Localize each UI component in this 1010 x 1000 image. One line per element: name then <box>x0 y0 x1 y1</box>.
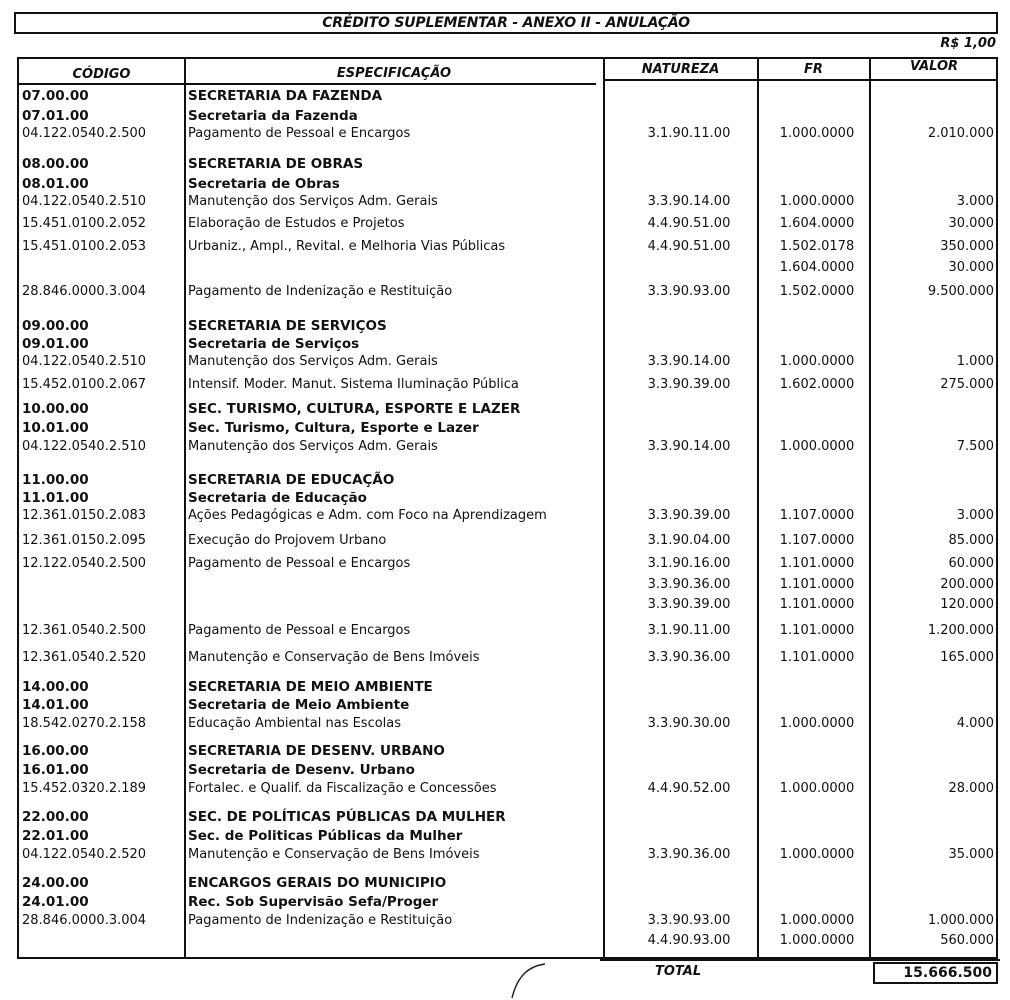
spec-cell: Sec. de Politicas Públicas da Mulher <box>188 828 463 844</box>
natureza-cell: 3.3.90.39.00 <box>647 377 731 392</box>
valor-cell: 1.000 <box>956 354 994 369</box>
header-natureza: NATUREZA <box>641 62 720 77</box>
spec-cell: Manutenção dos Serviços Adm. Gerais <box>188 354 438 369</box>
fr-cell: 1.000.0000 <box>779 354 855 369</box>
total-divider <box>600 959 1000 961</box>
code-cell: 22.00.00 <box>22 809 89 825</box>
valor-cell: 4.000 <box>956 716 994 731</box>
code-cell: 24.00.00 <box>22 875 89 891</box>
fr-cell: 1.101.0000 <box>779 556 855 571</box>
code-cell: 11.01.00 <box>22 490 89 506</box>
spec-cell: ENCARGOS GERAIS DO MUNICIPIO <box>188 875 447 891</box>
spec-cell: Intensif. Moder. Manut. Sistema Iluminação Pública <box>188 377 519 392</box>
spec-cell: Manutenção dos Serviços Adm. Gerais <box>188 194 438 209</box>
fr-cell: 1.502.0000 <box>779 284 855 299</box>
fr-cell: 1.000.0000 <box>779 194 855 209</box>
spec-cell: SEC. TURISMO, CULTURA, ESPORTE E LAZER <box>188 401 521 417</box>
valor-cell: 560.000 <box>940 933 994 948</box>
fr-cell: 1.602.0000 <box>779 377 855 392</box>
natureza-cell: 4.4.90.51.00 <box>647 216 731 231</box>
code-cell: 14.00.00 <box>22 679 89 695</box>
natureza-cell: 3.1.90.04.00 <box>647 533 731 548</box>
fr-cell: 1.604.0000 <box>779 260 855 275</box>
valor-cell: 35.000 <box>948 847 994 862</box>
spec-cell: Pagamento de Indenização e Restituição <box>188 284 453 299</box>
code-cell: 12.361.0150.2.083 <box>22 508 147 523</box>
spec-cell: Execução do Projovem Urbano <box>188 533 387 548</box>
spec-cell: Pagamento de Pessoal e Encargos <box>188 556 411 571</box>
fr-cell: 1.101.0000 <box>779 650 855 665</box>
spec-cell: Pagamento de Pessoal e Encargos <box>188 623 411 638</box>
fr-cell: 1.000.0000 <box>779 847 855 862</box>
natureza-cell: 3.3.90.14.00 <box>647 354 731 369</box>
total-value: 15.666.500 <box>873 962 998 984</box>
code-cell: 12.361.0540.2.520 <box>22 650 147 665</box>
code-cell: 14.01.00 <box>22 697 89 713</box>
fr-cell: 1.502.0178 <box>779 239 855 254</box>
fr-cell: 1.000.0000 <box>779 781 855 796</box>
spec-cell: Sec. Turismo, Cultura, Esporte e Lazer <box>188 420 479 436</box>
spec-cell: Secretaria de Educação <box>188 490 367 506</box>
code-cell: 09.00.00 <box>22 318 89 334</box>
valor-cell: 350.000 <box>940 239 994 254</box>
fr-cell: 1.604.0000 <box>779 216 855 231</box>
fr-cell: 1.101.0000 <box>779 623 855 638</box>
spec-cell: Rec. Sob Supervisão Sefa/Proger <box>188 894 439 910</box>
fr-cell: 1.107.0000 <box>779 508 855 523</box>
valor-cell: 165.000 <box>940 650 994 665</box>
spec-cell: Elaboração de Estudos e Projetos <box>188 216 405 231</box>
natureza-cell: 3.3.90.14.00 <box>647 194 731 209</box>
natureza-cell: 3.3.90.39.00 <box>647 597 731 612</box>
code-cell: 24.01.00 <box>22 894 89 910</box>
spec-cell: Urbaniz., Ampl., Revital. e Melhoria Vias Públicas <box>188 239 506 254</box>
code-cell: 28.846.0000.3.004 <box>22 913 147 928</box>
natureza-cell: 3.3.90.36.00 <box>647 650 731 665</box>
valor-cell: 1.000.000 <box>927 913 994 928</box>
header-divider <box>19 83 596 85</box>
valor-cell: 120.000 <box>940 597 994 612</box>
document-title-box <box>14 12 998 34</box>
header-especificacao: ESPECIFICAÇÃO <box>336 66 452 81</box>
natureza-cell: 4.4.90.93.00 <box>647 933 731 948</box>
valor-cell: 9.500.000 <box>927 284 994 299</box>
spec-cell: Secretaria de Serviços <box>188 336 360 352</box>
valor-cell: 85.000 <box>948 533 994 548</box>
code-cell: 15.451.0100.2.053 <box>22 239 147 254</box>
currency-unit: R$ 1,00 <box>940 36 996 51</box>
fr-cell: 1.101.0000 <box>779 597 855 612</box>
natureza-cell: 3.3.90.36.00 <box>647 847 731 862</box>
code-cell: 04.122.0540.2.500 <box>22 126 147 141</box>
budget-table <box>17 57 998 959</box>
fr-cell: 1.107.0000 <box>779 533 855 548</box>
natureza-cell: 3.1.90.11.00 <box>647 126 731 141</box>
spec-cell: SECRETARIA DE MEIO AMBIENTE <box>188 679 433 695</box>
fr-cell: 1.000.0000 <box>779 716 855 731</box>
fr-cell: 1.000.0000 <box>779 913 855 928</box>
fr-cell: 1.101.0000 <box>779 577 855 592</box>
natureza-cell: 3.3.90.39.00 <box>647 508 731 523</box>
valor-cell: 3.000 <box>956 194 994 209</box>
spec-cell: Secretaria da Fazenda <box>188 108 358 124</box>
spec-cell: SECRETARIA DE OBRAS <box>188 156 364 172</box>
code-cell: 04.122.0540.2.510 <box>22 354 147 369</box>
spec-cell: Manutenção e Conservação de Bens Imóveis <box>188 847 480 862</box>
valor-cell: 28.000 <box>948 781 994 796</box>
code-cell: 08.01.00 <box>22 176 89 192</box>
natureza-cell: 3.3.90.93.00 <box>647 284 731 299</box>
natureza-cell: 3.3.90.14.00 <box>647 439 731 454</box>
code-cell: 08.00.00 <box>22 156 89 172</box>
code-cell: 15.451.0100.2.052 <box>22 216 147 231</box>
spec-cell: SEC. DE POLÍTICAS PÚBLICAS DA MULHER <box>188 809 506 825</box>
fr-cell: 1.000.0000 <box>779 439 855 454</box>
valor-cell: 1.200.000 <box>927 623 994 638</box>
spec-cell: SECRETARIA DE DESENV. URBANO <box>188 743 445 759</box>
spec-cell: Pagamento de Indenização e Restituição <box>188 913 453 928</box>
natureza-cell: 3.3.90.93.00 <box>647 913 731 928</box>
spec-cell: Secretaria de Desenv. Urbano <box>188 762 415 778</box>
spec-cell: SECRETARIA DA FAZENDA <box>188 88 383 104</box>
code-cell: 16.00.00 <box>22 743 89 759</box>
code-cell: 10.01.00 <box>22 420 89 436</box>
code-cell: 10.00.00 <box>22 401 89 417</box>
code-cell: 16.01.00 <box>22 762 89 778</box>
code-cell: 11.00.00 <box>22 472 89 488</box>
code-cell: 28.846.0000.3.004 <box>22 284 147 299</box>
spec-cell: Pagamento de Pessoal e Encargos <box>188 126 411 141</box>
spec-cell: Secretaria de Obras <box>188 176 340 192</box>
code-cell: 22.01.00 <box>22 828 89 844</box>
natureza-cell: 3.1.90.11.00 <box>647 623 731 638</box>
spec-cell: Ações Pedagógicas e Adm. com Foco na Aprendizagem <box>188 508 547 523</box>
code-cell: 04.122.0540.2.510 <box>22 194 147 209</box>
header-codigo: CÓDIGO <box>72 67 131 82</box>
valor-cell: 30.000 <box>948 260 994 275</box>
fr-cell: 1.000.0000 <box>779 933 855 948</box>
natureza-cell: 4.4.90.51.00 <box>647 239 731 254</box>
natureza-cell: 3.1.90.16.00 <box>647 556 731 571</box>
code-cell: 09.01.00 <box>22 336 89 352</box>
valor-cell: 30.000 <box>948 216 994 231</box>
header-fr: FR <box>804 62 823 77</box>
code-cell: 15.452.0100.2.067 <box>22 377 147 392</box>
code-cell: 12.122.0540.2.500 <box>22 556 147 571</box>
code-cell: 18.542.0270.2.158 <box>22 716 147 731</box>
document-title: CRÉDITO SUPLEMENTAR - ANEXO II - ANULAÇÃO <box>322 15 690 31</box>
fr-cell: 1.000.0000 <box>779 126 855 141</box>
spec-cell: Secretaria de Meio Ambiente <box>188 697 410 713</box>
total-label: TOTAL <box>655 964 702 979</box>
code-cell: 07.01.00 <box>22 108 89 124</box>
valor-cell: 60.000 <box>948 556 994 571</box>
spec-cell: SECRETARIA DE SERVIÇOS <box>188 318 387 334</box>
valor-cell: 2.010.000 <box>927 126 994 141</box>
spec-cell: Manutenção dos Serviços Adm. Gerais <box>188 439 438 454</box>
signature-mark-icon <box>500 960 560 1000</box>
valor-cell: 275.000 <box>940 377 994 392</box>
natureza-cell: 3.3.90.30.00 <box>647 716 731 731</box>
natureza-cell: 3.3.90.36.00 <box>647 577 731 592</box>
spec-cell: Fortalec. e Qualif. da Fiscalização e Concessões <box>188 781 497 796</box>
valor-cell: 3.000 <box>956 508 994 523</box>
valor-cell: 200.000 <box>940 577 994 592</box>
code-cell: 04.122.0540.2.510 <box>22 439 147 454</box>
code-cell: 12.361.0540.2.500 <box>22 623 147 638</box>
code-cell: 15.452.0320.2.189 <box>22 781 147 796</box>
header-divider <box>603 79 996 81</box>
header-valor: VALOR <box>909 59 959 74</box>
spec-cell: SECRETARIA DE EDUCAÇÃO <box>188 472 395 488</box>
code-cell: 07.00.00 <box>22 88 89 104</box>
spec-cell: Educação Ambiental nas Escolas <box>188 716 402 731</box>
spec-cell: Manutenção e Conservação de Bens Imóveis <box>188 650 480 665</box>
code-cell: 12.361.0150.2.095 <box>22 533 147 548</box>
natureza-cell: 4.4.90.52.00 <box>647 781 731 796</box>
code-cell: 04.122.0540.2.520 <box>22 847 147 862</box>
valor-cell: 7.500 <box>956 439 994 454</box>
